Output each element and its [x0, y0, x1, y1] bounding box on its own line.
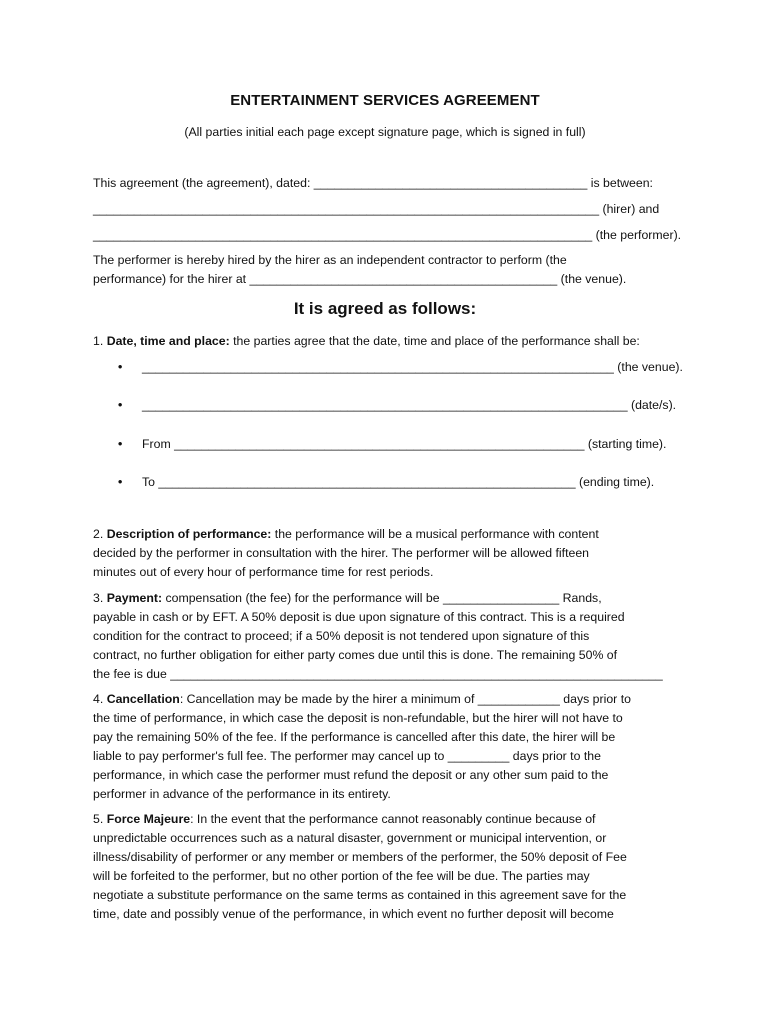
bullet-icon: •: [118, 437, 123, 451]
clause-2-heading: Description of performance:: [106, 527, 272, 541]
document-title: ENTERTAINMENT SERVICES AGREEMENT: [230, 92, 540, 109]
clause-1-heading: Date, time and place:: [106, 334, 230, 348]
intro-line-venue: performance) for the hirer at _____________________________________________ (the venue).: [93, 272, 627, 286]
clause-3-line-3: condition for the contract to proceed; if a 50% deposit is not tendered upon signature of this: [93, 629, 590, 643]
bullet-dates: [118, 396, 676, 415]
clause-2-line-3: minutes out of every hour of performance time for rest periods.: [93, 565, 434, 579]
agreed-heading: It is agreed as follows:: [293, 299, 477, 318]
clause-4-line-2: the time of performance, in which case the deposit is non-refundable, but the hirer will not have to: [93, 711, 623, 725]
intro-line-contractor: The performer is hereby hired by the hirer as an independent contractor to perform (the: [93, 253, 567, 267]
clause-4-line-3: pay the remaining 50% of the fee. If the performance is cancelled after this date, the hirer will be: [93, 730, 616, 744]
clause-4-line-4: liable to pay performer's full fee. The performer may cancel up to _________ days prior to the: [93, 749, 601, 763]
clause-4-line-1: : Cancellation may be made by the hirer a minimum of ____________ days prior to: [179, 692, 631, 706]
clause-4-heading: Cancellation: [106, 692, 180, 706]
clause-2-line-1: the performance will be a musical performance with content: [271, 527, 599, 541]
clause-4-line-5: performance, in which case the performer must refund the deposit or any other sum paid to the: [93, 768, 609, 782]
clause-1-number: 1.: [93, 334, 107, 348]
bullet-dates-text: _______________________________________________________________________ (date/s).: [142, 398, 677, 412]
document-subtitle: (All parties initial each page except signature page, which is signed in full): [184, 125, 586, 139]
clause-5-heading: Force Majeure: [106, 812, 191, 826]
clause-3-line-2: payable in cash or by EFT. A 50% deposit is due upon signature of this contract. This is a required: [93, 610, 625, 624]
bullet-end-time-text: To _____________________________________________________________ (ending time).: [142, 475, 655, 489]
clause-5-line-5: negotiate a substitute performance on the same terms as contained in this agreement save for the: [93, 888, 627, 902]
bullet-venue-text: _____________________________________________________________________ (the venue).: [142, 360, 683, 374]
bullet-start-time: [118, 435, 666, 454]
clause-1: [93, 332, 640, 351]
clause-3-line-5: the fee is due ________________________________________________________________________: [93, 667, 663, 681]
clause-4: [93, 690, 673, 804]
clause-5-line-4: will be forfeited to the performer, but no other portion of the fee will be due. The parties may: [93, 869, 590, 883]
clause-3-line-1: compensation (the fee) for the performance will be _________________ Rands,: [162, 591, 602, 605]
clause-3-heading: Payment:: [106, 591, 163, 605]
clause-2-number: 2.: [93, 527, 107, 541]
bullet-venue: [118, 358, 683, 377]
bullet-icon: •: [118, 398, 123, 412]
clause-5-line-1: : In the event that the performance cannot reasonably continue because of: [190, 812, 596, 826]
clause-4-line-6: performer in advance of the performance in its entirety.: [93, 787, 391, 801]
clause-5-line-6: time, date and possibly venue of the performance, in which event no further deposit will become: [93, 907, 614, 921]
clause-5: [93, 810, 673, 924]
clause-2-line-2: decided by the performer in consultation with the hirer. The performer will be allowed fifteen: [93, 546, 590, 560]
intro-line-performer: _________________________________________________________________________ (the performer).: [93, 228, 682, 242]
bullet-start-time-text: From ____________________________________________________________ (starting time).: [142, 437, 667, 451]
clause-5-line-3: illness/disability of performer or any member or members of the performer, the 50% deposit of Fee: [93, 850, 627, 864]
intro-line-hirer: __________________________________________________________________________ (hirer) and: [93, 202, 660, 216]
bullet-end-time: [118, 473, 654, 492]
clause-2: [93, 525, 673, 582]
clause-4-number: 4.: [93, 692, 107, 706]
clause-3-line-4: contract, no further obligation for either party comes due until this is done. The remaining 50% of: [93, 648, 618, 662]
clause-3-number: 3.: [93, 591, 107, 605]
clause-1-text: the parties agree that the date, time and place of the performance shall be:: [229, 334, 640, 348]
bullet-icon: •: [118, 475, 123, 489]
intro-line-dated: This agreement (the agreement), dated: ________________________________________ is between:: [93, 176, 653, 190]
clause-5-number: 5.: [93, 812, 107, 826]
clause-5-line-2: unpredictable occurrences such as a natural disaster, government or municipal intervention, or: [93, 831, 607, 845]
clause-3: [93, 589, 673, 684]
bullet-icon: •: [118, 360, 123, 374]
